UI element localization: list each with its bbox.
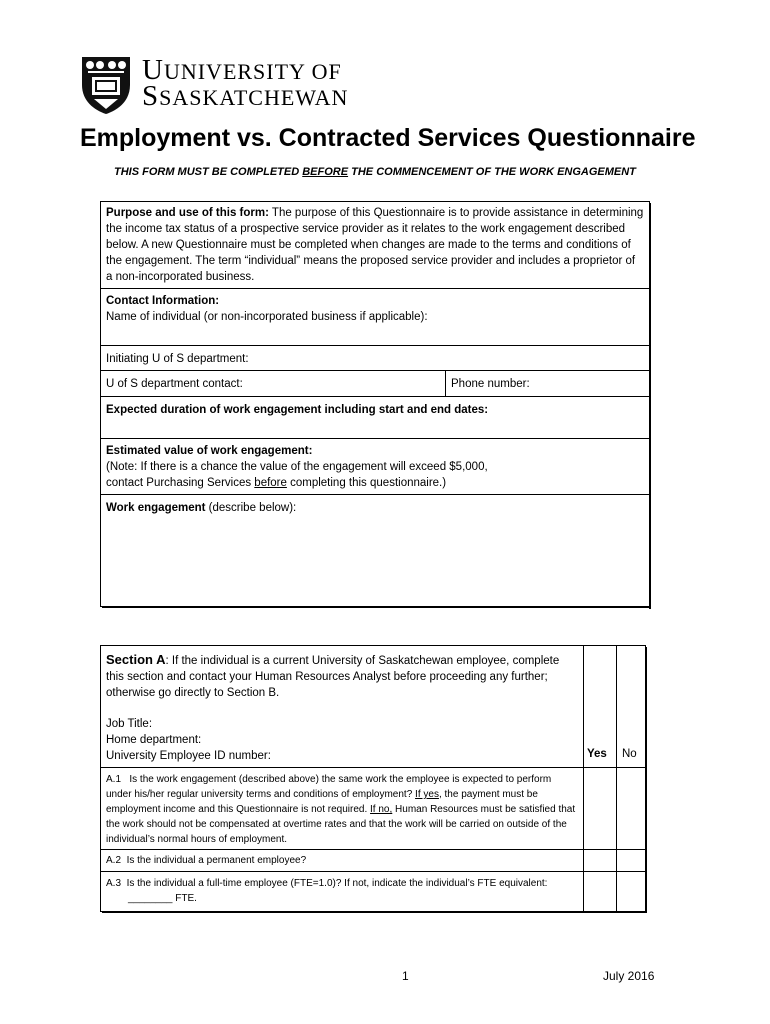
question-a3: A.3 Is the individual a full-time employee (FTE=1.0)? If not, indicate the individual’s FTE equivalent: ________ FTE. (106, 878, 548, 904)
work-engagement-field[interactable]: Work engagement (describe below): (106, 502, 297, 514)
value-field[interactable]: Estimated value of work engagement: (Note: If there is a chance the value of the engagement will exceed $5,000, contact Purchasing Services before completing this questionnaire.) (106, 445, 488, 489)
university-crest-icon (80, 55, 132, 115)
no-column-header: No (622, 748, 637, 760)
a2-yes-box[interactable] (584, 850, 616, 871)
home-department-field[interactable]: Home department: (106, 734, 202, 746)
a1-no-box[interactable] (617, 768, 645, 849)
page-subtitle: THIS FORM MUST BE COMPLETED BEFORE THE COMMENCEMENT OF THE WORK ENGAGEMENT (114, 166, 636, 178)
a3-yes-box[interactable] (584, 872, 616, 911)
phone-number-field[interactable]: Phone number: (451, 378, 530, 390)
duration-field[interactable]: Expected duration of work engagement including start and end dates: (106, 404, 489, 416)
question-a1: A.1 Is the work engagement (described above) the same work the employee is expected to perform under his/her regular university terms and conditions of employment? If yes, the payment must be employment income and this Questionnaire is not required. If no, Human Resources must be satisfied that the work should not be compensated at overtime rates and that the work will be carried on outside of the individual’s normal hours of employment. (106, 774, 576, 845)
revision-date: July 2016 (603, 969, 655, 983)
department-field[interactable]: Initiating U of S department: (106, 353, 249, 365)
department-contact-field[interactable]: U of S department contact: (106, 378, 243, 390)
individual-name-field[interactable]: Name of individual (or non-incorporated business if applicable): (106, 311, 428, 323)
page-title: Employment vs. Contracted Services Questionnaire (80, 124, 696, 152)
question-a2: A.2 Is the individual a permanent employee? (106, 855, 307, 866)
job-title-field[interactable]: Job Title: (106, 718, 153, 730)
employee-id-field[interactable]: University Employee ID number: (106, 750, 271, 762)
fte-blank[interactable]: ________ (128, 893, 173, 904)
a2-no-box[interactable] (617, 850, 645, 871)
university-line-1: UNIVERSITY OF (163, 59, 342, 84)
purpose-section: Purpose and use of this form: The purpose of this Questionnaire is to provide assistance in determining the income tax status of a prospective service provider as it relates to the work engagement described below. A new Questionnaire must be completed when changes are made to the terms and conditions of the engagement. The term “individual” means the proposed service provider and includes a proprietor of a non-incorporated business. (106, 207, 644, 283)
page-number: 1 (402, 969, 409, 983)
university-name: UUNIVERSITY OF SSASKATCHEWAN (142, 54, 349, 112)
yes-column-header: Yes (587, 748, 607, 760)
a3-no-box[interactable] (617, 872, 645, 911)
university-line-2: SASKATCHEWAN (159, 85, 349, 110)
university-logo (80, 55, 380, 115)
section-a-intro: Section A: If the individual is a current University of Saskatchewan employee, complete this section and contact your Human Resources Analyst before proceeding any further; otherwise go directly to Section B. (106, 652, 560, 699)
contact-section: Contact Information: Name of individual (or non-incorporated business if applicable): (106, 293, 644, 325)
a1-yes-box[interactable] (584, 768, 616, 849)
